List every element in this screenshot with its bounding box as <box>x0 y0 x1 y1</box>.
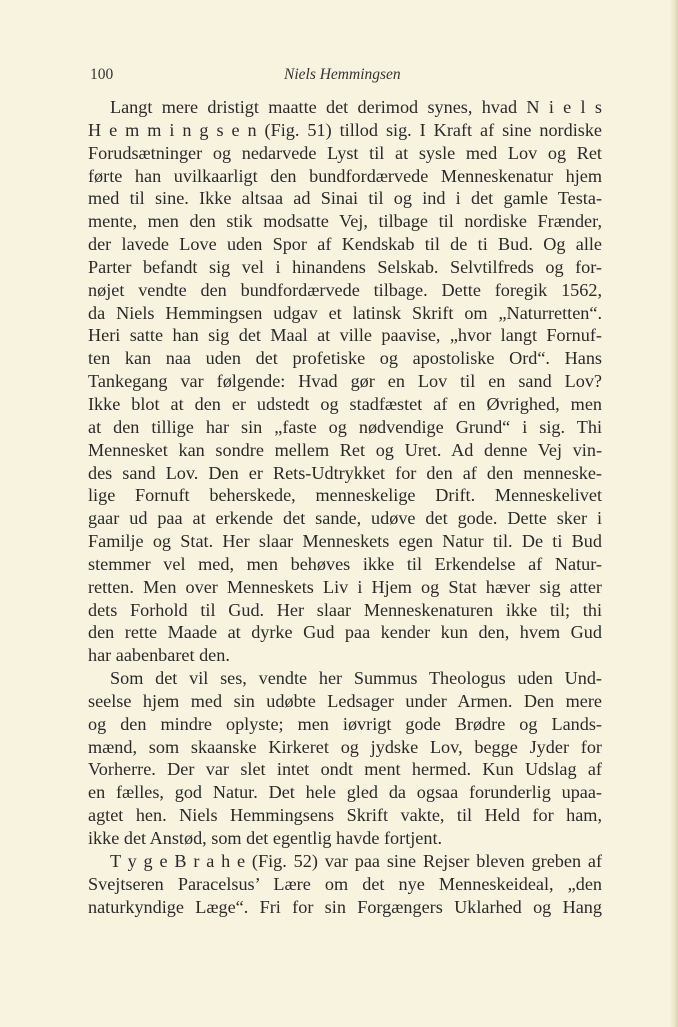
page-edge <box>670 0 678 1027</box>
text-line: mænd, som skaanske Kirkeret og jydske Lov, begge Jyder for <box>88 736 602 757</box>
text-line: og den mindre oplyste; men iøvrigt gode Brødre og Lands- <box>88 713 602 734</box>
text-line: at den tillige har sin „faste og nødvendige Grund“ i sig. Thi <box>88 416 602 437</box>
text-line: stemmer vel med, men behøves ikke til Erkendelse af Natur- <box>88 553 602 574</box>
text-line: Mennesket kan sondre mellem Ret og Uret. Ad denne Vej vin- <box>88 439 602 460</box>
text-line: Langt mere dristigt maatte det derimod synes, hvad N i e l s <box>110 97 602 117</box>
text-line: Forudsætninger og nedarvede Lyst til at sysle med Lov og Ret <box>88 142 602 163</box>
text-line: der lavede Love uden Spor af Kendskab til de ti Bud. Og alle <box>88 234 602 255</box>
text-line: retten. Men over Menneskets Liv i Hjem og Stat hæver sig atter <box>88 576 602 597</box>
text-line: den rette Maade at dyrke Gud paa kender kun den, hvem Gud <box>88 622 602 643</box>
text-line: T y g e B r a h e (Fig. 52) var paa sine Rejser bleven greben af <box>110 850 602 871</box>
text-line: naturkyndige Læge“. Fri for sin Forgængers Uklarhed og Hang <box>88 896 602 917</box>
text-line: førte han uvilkaarligt den bundfordærvede Menneskenatur hjem <box>88 165 602 186</box>
body-text <box>88 96 602 918</box>
text-line: lige Fornuft beherskede, menneskelige Drift. Menneskelivet <box>88 485 602 506</box>
page-header <box>88 66 602 86</box>
page-number: 100 <box>90 66 114 83</box>
text-line: Heri satte han sig det Maal at ville paavise, „hvor langt Fornuf- <box>88 325 602 346</box>
text-line: ikke det Anstød, som det egentlig havde fortjent. <box>88 828 443 848</box>
text-line: agtet hen. Niels Hemmingsens Skrift vakte, til Held for ham, <box>88 805 602 826</box>
text-line: har aabenbaret den. <box>88 645 230 666</box>
running-title: Niels Hemmingsen <box>284 66 401 83</box>
text-line: gaar ud paa at erkende det sande, udøve det gode. Dette sker i <box>88 508 602 529</box>
text-line: Svejtseren Paracelsus’ Lære om det nye Menneskeideal, „den <box>88 873 602 894</box>
text-line: Ikke blot at den er udstedt og stadfæstet af en Øvrighed, men <box>88 393 602 414</box>
text-line: en fælles, god Natur. Det hele gled da ogsaa forunderlig upaa- <box>88 782 602 803</box>
text-line: da Niels Hemmingsen udgav et latinsk Skrift om „Naturretten“. <box>88 302 602 323</box>
text-line: seelse hjem med sin udøbte Ledsager under Armen. Den mere <box>88 690 602 711</box>
text-line: des sand Lov. Den er Rets-Udtrykket for den af den menneske- <box>88 462 602 483</box>
text-line: nøjet vendte den bundfordærvede tilbage. Dette foregik 1562, <box>88 279 602 300</box>
text-line: ten kan naa uden det profetiske og apostoliske Ord“. Hans <box>88 348 602 369</box>
text-line: Vorherre. Der var slet intet ondt ment hermed. Kun Udslag af <box>88 759 602 780</box>
text-line: Som det vil ses, vendte her Summus Theologus uden Und- <box>110 668 602 689</box>
text-line: dets Forhold til Gud. Her slaar Menneskenaturen ikke til; thi <box>88 599 602 620</box>
text-line: Parter befandt sig vel i hinandens Selskab. Selvtilfreds og for- <box>88 256 602 277</box>
text-line: H e m m i n g s e n (Fig. 51) tillod sig. I Kraft af sine nordiske <box>88 119 602 140</box>
text-line: mente, men den stik modsatte Vej, tilbage til nordiske Frænder, <box>88 211 602 232</box>
text-line: med til sine. Ikke altsaa ad Sinai til og ind i det gamle Testa- <box>88 188 602 209</box>
text-line: Tankegang var følgende: Hvad gør en Lov til en sand Lov? <box>88 371 602 392</box>
text-line: Familje og Stat. Her slaar Menneskets egen Natur til. De ti Bud <box>88 531 602 552</box>
